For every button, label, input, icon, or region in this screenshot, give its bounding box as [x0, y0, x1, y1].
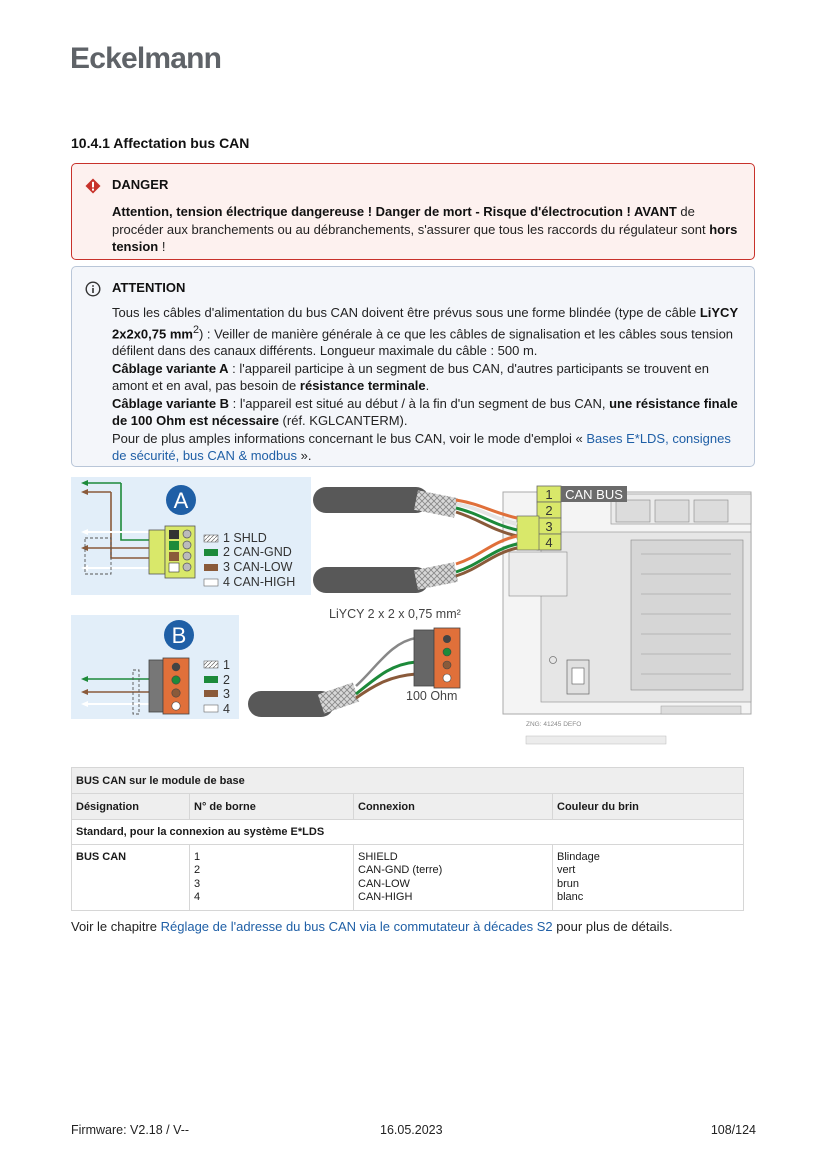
cell-couleur: Blindage vert brun blanc	[553, 845, 744, 911]
legend-a-1: 1 SHLD	[223, 531, 267, 545]
legend-b-1: 1	[223, 658, 230, 672]
legend-a-4: 4 CAN-HIGH	[223, 575, 296, 589]
table-title-row	[72, 768, 744, 794]
table-row	[72, 845, 744, 911]
legend-b-4: 4	[223, 702, 230, 716]
attention-p2: Câblage variante A : l'appareil participe à un segment de bus CAN, d'autres participants se trouvent en amont et en aval, pas besoin de résistance terminale.	[112, 360, 710, 394]
footer-date: 16.05.2023	[380, 1123, 443, 1137]
pin-1: 1	[545, 487, 553, 502]
table-subheader-row	[72, 820, 744, 845]
pin-3: 3	[545, 519, 553, 534]
attention-p4: Pour de plus amples informations concernant le bus CAN, voir le mode d'emploi « Bases E*LDS, consignes de sécurité, bus CAN & modbus ».	[112, 430, 731, 464]
legend-b-2: 2	[223, 673, 230, 687]
cell-bornes: 1 2 3 4	[190, 845, 354, 911]
attention-text	[112, 304, 742, 465]
warning-diamond-icon	[85, 178, 101, 194]
cable-spec-label: LiYCY 2 x 2 x 0,75 mm²	[329, 607, 461, 621]
info-circle-icon	[85, 281, 101, 297]
legend-a-3: 3 CAN-LOW	[223, 560, 293, 574]
danger-box	[71, 163, 755, 260]
header-connexion: Connexion	[354, 794, 553, 820]
attention-p3: Câblage variante B : l'appareil est situé au début / à la fin d'un segment de bus CAN, une résistance finale de 100 Ohm est nécessaire (réf. KGLCANTERM).	[112, 395, 738, 429]
attention-label: ATTENTION	[112, 280, 186, 295]
attention-p1: Tous les câbles d'alimentation du bus CAN doivent être prévus sous une forme blindée (type de câble LiYCY 2x2x0,75 $mm^2$) : Veiller de manière générale à ce que les câbles de signalisation et les câbles sous tension défilent dans des canaux différents. Longueur maximale du câble : 500 m.	[112, 305, 738, 359]
footer-page-number: 108/124	[710, 1123, 756, 1137]
header-borne: N° de borne	[190, 794, 354, 820]
section-title: 10.4.1 Affectation bus CAN	[71, 135, 250, 151]
danger-label: DANGER	[112, 177, 169, 192]
pin-2: 2	[545, 503, 553, 518]
header-designation: Désignation	[72, 794, 190, 820]
resistor-label: 100 Ohm	[406, 689, 458, 703]
manual-link[interactable]: Bases E*LDS, consignes de sécurité, bus CAN & modbus	[112, 430, 731, 464]
device-code: ZNG: 41245 DEFO	[526, 721, 582, 728]
variant-b-badge: B	[171, 623, 187, 648]
attention-box	[71, 266, 755, 467]
legend-a-2: 2 CAN-GND	[223, 545, 292, 559]
eckelmann-logo: Eckelmann	[70, 42, 222, 75]
table-title: BUS CAN sur le module de base	[72, 768, 744, 794]
variant-b-panel	[71, 615, 239, 719]
chapter-link[interactable]: Réglage de l'adresse du bus CAN via le commutateur à décades S2	[160, 919, 553, 934]
variant-a-badge: A	[173, 488, 189, 513]
footer-firmware: Firmware: V2.18 / V--	[71, 1123, 190, 1137]
can-bus-label: CAN BUS	[565, 487, 623, 502]
table-subheader: Standard, pour la connexion au système E*LDS	[72, 820, 744, 845]
chapter-reference: Voir le chapitre Réglage de l'adresse du bus CAN via le commutateur à décades S2 pour plus de détails.	[71, 919, 673, 934]
legend-b-3: 3	[223, 687, 230, 701]
cell-designation: BUS CAN	[72, 845, 190, 911]
can-bus-table	[71, 767, 744, 911]
danger-text: Attention, tension électrique dangereuse ! Danger de mort - Risque d'électrocution ! AVANT de procéder aux branchements ou au débranchements, s'assurer que tous les raccords du régulateur sont hors tension !	[112, 204, 738, 254]
cell-connexion: SHIELD CAN-GND (terre) CAN-LOW CAN-HIGH	[354, 845, 553, 911]
variant-a-panel	[71, 477, 311, 595]
pin-4: 4	[545, 535, 553, 550]
table-header-row	[72, 794, 744, 820]
header-couleur: Couleur du brin	[553, 794, 744, 820]
can-bus-wiring-figure	[71, 474, 761, 762]
